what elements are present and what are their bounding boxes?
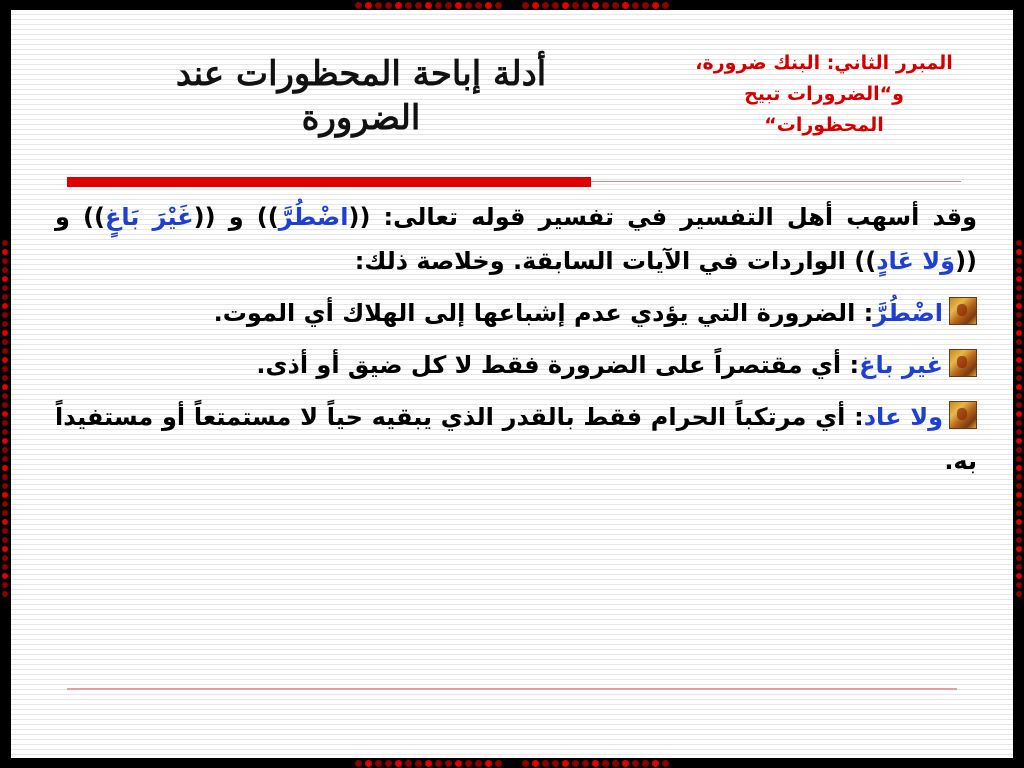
border-dot <box>642 760 649 767</box>
border-dot <box>1016 384 1022 390</box>
item-definition: أي مقتصراً على الضرورة فقط لا كل ضيق أو أذى. <box>256 351 850 379</box>
border-dot <box>365 760 372 767</box>
intro-paragraph <box>55 195 977 283</box>
border-dot <box>2 321 8 327</box>
border-dot <box>485 760 492 767</box>
border-dot <box>1016 312 1022 318</box>
item-definition: الضرورة التي يؤدي عدم إشباعها إلى الهلاك أي الموت. <box>213 299 864 327</box>
border-dot <box>2 465 8 471</box>
border-dot <box>395 2 402 9</box>
border-dot <box>2 591 8 597</box>
item-term: ولا عاد <box>863 403 943 431</box>
border-dot <box>522 2 529 9</box>
border-dot <box>2 357 8 363</box>
border-dot <box>1016 276 1022 282</box>
border-dot <box>415 760 422 767</box>
border-dot <box>465 760 472 767</box>
border-dot <box>562 760 569 767</box>
border-dot <box>522 760 529 767</box>
border-dot <box>1016 519 1022 525</box>
border-dot <box>2 492 8 498</box>
item-term: غير باغ <box>859 351 943 379</box>
border-dot <box>415 2 422 9</box>
border-dot <box>2 258 8 264</box>
slide-body <box>55 195 977 491</box>
border-dot <box>1016 528 1022 534</box>
border-dot <box>2 537 8 543</box>
border-dot <box>495 2 502 9</box>
border-dot <box>582 2 589 9</box>
border-dot <box>662 2 669 9</box>
border-dot <box>395 760 402 767</box>
border-dot <box>365 2 372 9</box>
border-dot <box>1016 555 1022 561</box>
border-dot <box>1016 303 1022 309</box>
border-dot <box>592 760 599 767</box>
border-dot <box>2 438 8 444</box>
border-dot <box>1016 375 1022 381</box>
border-dot <box>1016 546 1022 552</box>
border-dot <box>2 447 8 453</box>
border-dot <box>425 760 432 767</box>
border-dot <box>1016 393 1022 399</box>
border-dot <box>2 240 8 246</box>
border-dot <box>1016 411 1022 417</box>
border-dot <box>435 760 442 767</box>
border-dot <box>2 366 8 372</box>
border-dot <box>592 2 599 9</box>
border-dot <box>445 2 452 9</box>
border-dot <box>385 760 392 767</box>
border-dot <box>475 760 482 767</box>
border-dot <box>1016 465 1022 471</box>
border-dot <box>582 760 589 767</box>
border-dot-gap <box>505 2 519 9</box>
border-dot <box>1016 537 1022 543</box>
picture-bullet-icon <box>949 401 977 429</box>
border-dot <box>1016 267 1022 273</box>
bottom-dot-border <box>0 758 1024 768</box>
intro-text-3: )) و (( <box>55 203 977 275</box>
border-dot <box>2 384 8 390</box>
border-dot <box>1016 474 1022 480</box>
list-item <box>55 291 977 335</box>
intro-text-1: وقد أسهب أهل التفسير في تفسير قوله تعالى: (( <box>348 203 977 231</box>
border-dot <box>2 510 8 516</box>
border-dot <box>355 760 362 767</box>
border-dot <box>2 294 8 300</box>
picture-bullet-icon <box>949 349 977 377</box>
border-dot <box>642 2 649 9</box>
border-dot <box>2 501 8 507</box>
border-dot <box>2 429 8 435</box>
border-dot <box>652 2 659 9</box>
border-dot <box>1016 501 1022 507</box>
list-item <box>55 395 977 483</box>
border-dot <box>1016 483 1022 489</box>
title-divider-thick <box>67 177 591 187</box>
border-dot <box>2 285 8 291</box>
border-dot <box>2 330 8 336</box>
border-dot <box>2 483 8 489</box>
border-dot <box>2 402 8 408</box>
border-dot <box>435 2 442 9</box>
border-dot <box>485 2 492 9</box>
border-dot <box>2 474 8 480</box>
border-dot <box>622 2 629 9</box>
border-dot <box>572 2 579 9</box>
border-dot <box>405 2 412 9</box>
border-dot <box>1016 258 1022 264</box>
border-dot <box>2 312 8 318</box>
item-colon: : <box>849 351 860 379</box>
border-dot <box>2 456 8 462</box>
border-dot <box>1016 402 1022 408</box>
border-dot-gap <box>505 760 519 767</box>
border-dot <box>445 760 452 767</box>
border-dot <box>632 2 639 9</box>
left-dot-border <box>0 240 10 600</box>
border-dot <box>552 760 559 767</box>
intro-text-2: )) و (( <box>193 203 279 231</box>
item-colon: : <box>854 403 864 431</box>
border-dot <box>1016 564 1022 570</box>
border-dot <box>602 2 609 9</box>
slide-subtitle: المبرر الثاني: البنك ضرورة، و“الضرورات تبيح المحظورات“ <box>695 52 953 136</box>
border-dot <box>2 546 8 552</box>
border-dot <box>455 2 462 9</box>
border-dot <box>1016 582 1022 588</box>
item-term: اضْطُرَّ <box>873 299 943 327</box>
right-dot-border <box>1014 240 1024 600</box>
border-dot <box>2 582 8 588</box>
border-dot <box>532 2 539 9</box>
border-dot <box>2 528 8 534</box>
item-definition: أي مرتكباً الحرام فقط بالقدر الذي يبقيه حياً لا مستمتعاً أو مستفيداً به. <box>55 403 977 475</box>
border-dot <box>375 760 382 767</box>
list-item <box>55 343 977 387</box>
border-dot <box>1016 573 1022 579</box>
border-dot <box>1016 366 1022 372</box>
slide <box>11 10 1013 758</box>
border-dot <box>1016 492 1022 498</box>
border-dot <box>2 267 8 273</box>
border-dot <box>355 2 362 9</box>
border-dot <box>2 519 8 525</box>
border-dot <box>632 760 639 767</box>
border-dot <box>2 393 8 399</box>
border-dot <box>2 339 8 345</box>
border-dot <box>1016 420 1022 426</box>
slide-title: أدلة إباحة المحظورات عند الضرورة <box>175 54 547 138</box>
border-dot <box>612 2 619 9</box>
border-dot <box>1016 348 1022 354</box>
border-dot <box>385 2 392 9</box>
border-dot <box>1016 249 1022 255</box>
border-dot <box>1016 330 1022 336</box>
intro-term-2: غَيْرَ بَاغٍ <box>105 203 194 231</box>
border-dot <box>652 760 659 767</box>
border-dot <box>542 760 549 767</box>
border-dot <box>1016 240 1022 246</box>
border-dot <box>1016 321 1022 327</box>
intro-term-1: اضْطُرَّ <box>278 203 349 231</box>
picture-bullet-icon <box>949 297 977 325</box>
border-dot <box>2 303 8 309</box>
border-dot <box>2 411 8 417</box>
border-dot <box>532 760 539 767</box>
border-dot <box>1016 510 1022 516</box>
item-colon: : <box>863 299 874 327</box>
border-dot <box>1016 429 1022 435</box>
border-dot <box>622 760 629 767</box>
intro-text-4: )) الواردات في الآيات السابقة. وخلاصة ذلك: <box>354 247 877 275</box>
border-dot <box>572 760 579 767</box>
border-dot <box>1016 438 1022 444</box>
border-dot <box>2 276 8 282</box>
border-dot <box>612 760 619 767</box>
border-dot <box>455 760 462 767</box>
title-divider-thin <box>591 181 961 182</box>
border-dot <box>1016 591 1022 597</box>
border-dot <box>495 760 502 767</box>
border-dot <box>662 760 669 767</box>
border-dot <box>2 564 8 570</box>
border-dot <box>1016 447 1022 453</box>
border-dot <box>562 2 569 9</box>
border-dot <box>2 249 8 255</box>
border-dot <box>425 2 432 9</box>
border-dot <box>2 573 8 579</box>
border-dot <box>1016 294 1022 300</box>
border-dot <box>602 760 609 767</box>
top-dot-border <box>0 0 1024 10</box>
border-dot <box>1016 339 1022 345</box>
border-dot <box>375 2 382 9</box>
bottom-divider <box>67 688 957 690</box>
border-dot <box>1016 456 1022 462</box>
border-dot <box>552 2 559 9</box>
border-dot <box>475 2 482 9</box>
border-dot <box>2 420 8 426</box>
border-dot <box>542 2 549 9</box>
border-dot <box>2 375 8 381</box>
border-dot <box>1016 285 1022 291</box>
intro-term-3: وَلا عَادٍ <box>876 247 956 275</box>
border-dot <box>465 2 472 9</box>
border-dot <box>1016 357 1022 363</box>
border-dot <box>2 555 8 561</box>
border-dot <box>405 760 412 767</box>
border-dot <box>2 348 8 354</box>
